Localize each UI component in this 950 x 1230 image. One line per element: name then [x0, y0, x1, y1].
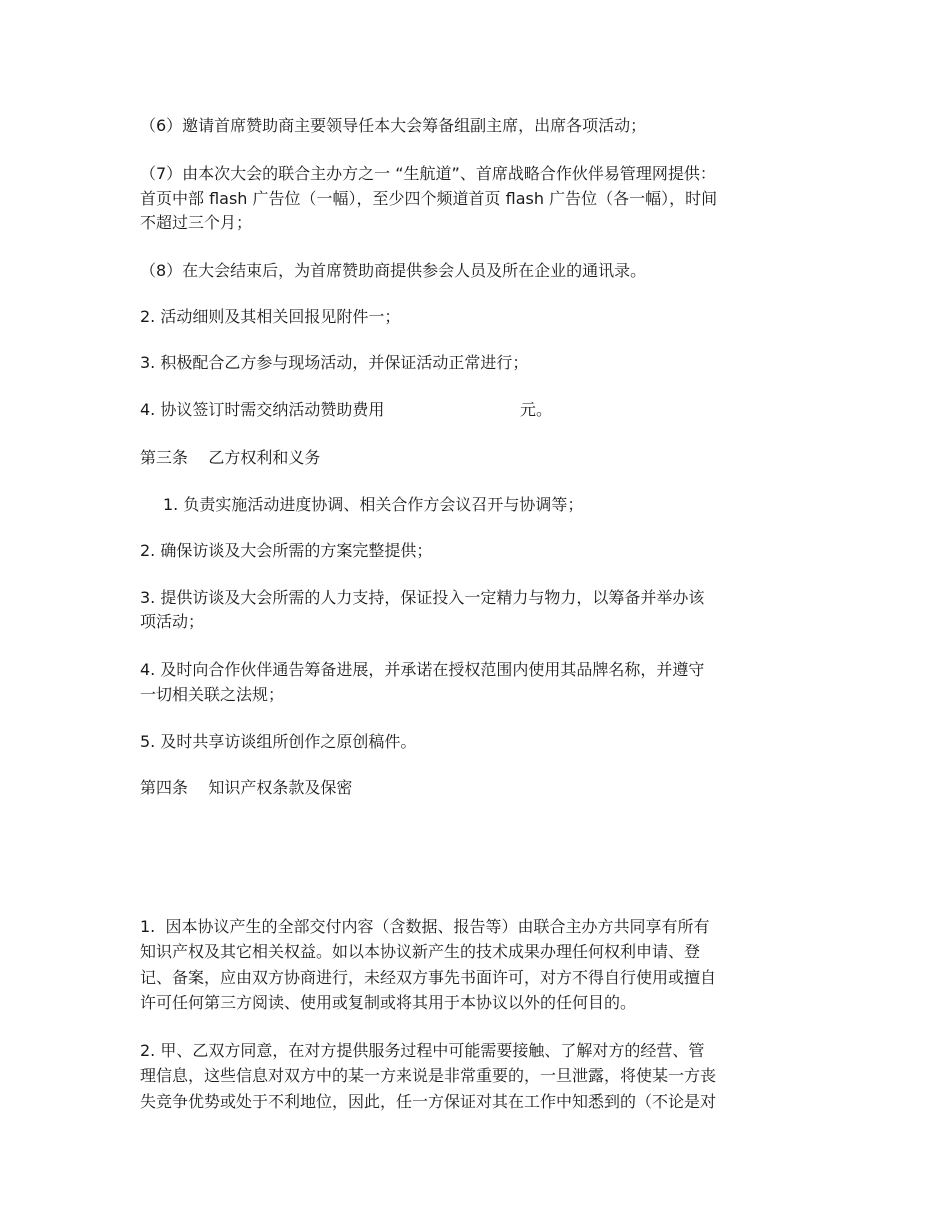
article-4-heading: 第四条 知识产权条款及保密	[140, 778, 353, 797]
clause-3-point-1: 1. 负责实施活动进度协调、相关合作方会议召开与协调等；	[163, 495, 584, 514]
clause-3-point-2: 2. 确保访谈及大会所需的方案完整提供；	[140, 541, 433, 560]
clause-3-point-5: 5. 及时共享访谈组所创作之原创稿件。	[140, 732, 417, 751]
clause-3-point-3-line-1: 3. 提供访谈及大会所需的人力支持，保证投入一定精力与物力，以筹备并举办该	[140, 588, 705, 607]
clause-3-point-3-line-2: 项活动；	[140, 612, 205, 631]
article-3-heading: 第三条 乙方权利和义务	[140, 448, 321, 467]
clause-2-point-3: 3. 积极配合乙方参与现场活动，并保证活动正常进行；	[140, 353, 529, 372]
clause-4-point-2-line-3: 失竞争优势或处于不利地位，因此，任一方保证对其在工作中知悉到的（不论是对	[140, 1092, 717, 1111]
clause-3-point-4-line-1: 4. 及时向合作伙伴通告筹备进展，并承诺在授权范围内使用其品牌名称，并遵守	[140, 660, 705, 679]
clause-3-point-4-line-2: 一切相关联之法规；	[140, 685, 285, 704]
clause-4-point-1-line-1: 1. 因本协议产生的全部交付内容（含数据、报告等）由联合主办方共同享有所有	[140, 917, 710, 936]
clause-2-point-2: 2. 活动细则及其相关回报见附件一；	[140, 307, 401, 326]
clause-2-point-4: 4. 协议签订时需交纳活动赞助费用	[140, 400, 385, 419]
clause-4-point-2-line-1: 2. 甲、乙双方同意，在对方提供服务过程中可能需要接触、了解对方的经营、管	[140, 1041, 705, 1060]
clause-4-point-2-line-2: 理信息，这些信息对双方中的某一方来说是非常重要的，一旦泄露，将使某一方丧	[140, 1066, 717, 1085]
clause-2-item-7-line-2: 首页中部 flash 广告位（一幅），至少四个频道首页 flash 广告位（各一幅），时间	[140, 189, 718, 208]
clause-2-item-7-line-3: 不超过三个月；	[140, 213, 253, 232]
clause-4-point-1-line-2: 知识产权及其它相关权益。如以本协议新产生的技术成果办理任何权利申请、登	[140, 942, 701, 961]
clause-2-item-8: （8）在大会结束后，为首席赞助商提供参会人员及所在企业的通讯录。	[140, 261, 647, 280]
clause-2-item-6: （6）邀请首席赞助商主要领导任本大会筹备组副主席，出席各项活动；	[140, 116, 647, 135]
sponsorship-amount-unit: 元。	[520, 400, 553, 419]
clause-2-item-7-line-1: （7）由本次大会的联合主办方之一 “生航道”、首席战略合作伙伴易管理网提供：	[140, 164, 716, 183]
clause-4-point-1-line-3: 记、备案，应由双方协商进行，未经双方事先书面许可，对方不得自行使用或擅自	[140, 968, 717, 987]
clause-4-point-1-line-4: 许可任何第三方阅读、使用或复制或将其用于本协议以外的任何目的。	[140, 993, 637, 1012]
